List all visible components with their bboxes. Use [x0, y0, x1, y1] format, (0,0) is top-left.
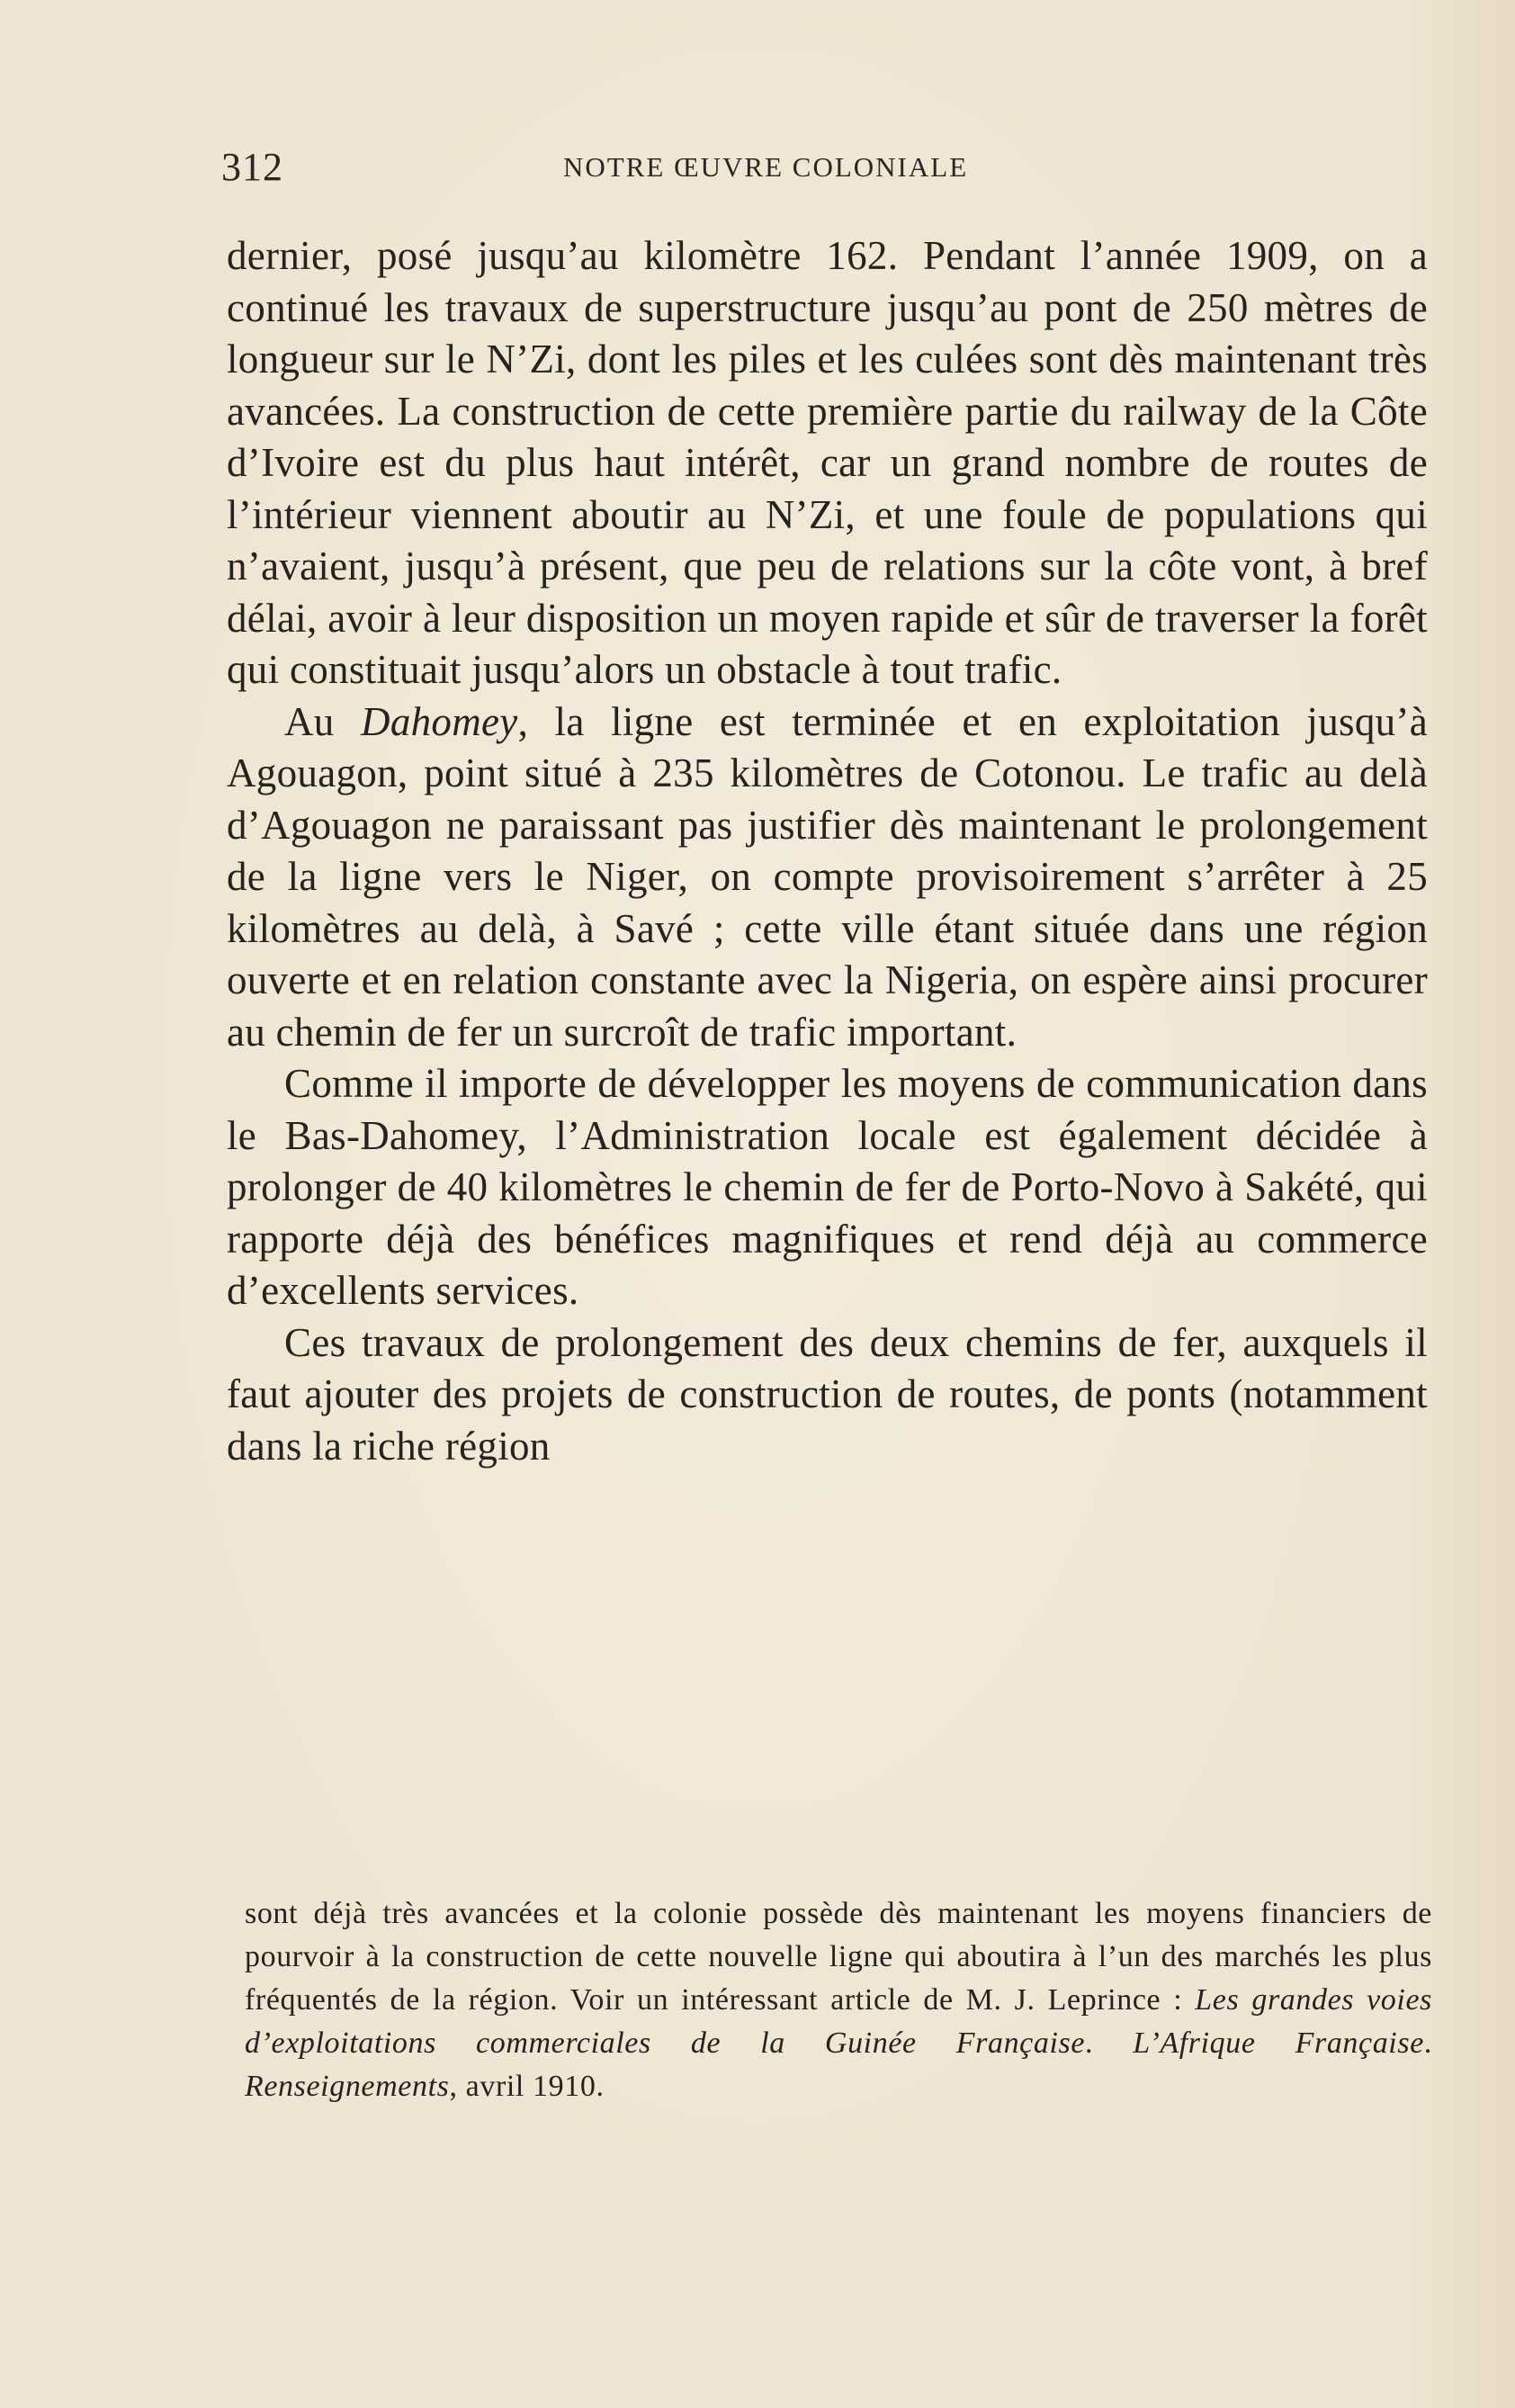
paragraph-4: Ces travaux de prolongement des deux chemins de fer, auxquels il faut ajouter des projets de construction de routes, de ponts (notamment dans la riche région: [227, 1319, 1428, 1469]
main-text: [227, 230, 1428, 1472]
footnote-text-1: sont déjà très avancées et la colonie possède dès maintenant les moyens financiers de pourvoir à la construction de cette nouvelle ligne qui aboutira à l’un des marchés les plus fréquentés de la région. Voir un intéressant article de M. J. Leprince :: [245, 1897, 1432, 2017]
footnote-italic-2: L’Afrique Française: [1133, 2026, 1424, 2060]
footnote-text-4: , avril 1910.: [449, 2070, 605, 2103]
footnote-text-2: .: [1085, 2026, 1134, 2060]
paragraph-2-lead: Au: [284, 698, 362, 744]
footnote-italic-3: Renseignements: [245, 2070, 450, 2103]
footnote-italic-1: Les grandes voies d’exploitations commerciales de la Guinée Française: [245, 1983, 1432, 2060]
paragraph-1: dernier, posé jusqu’au kilomètre 162. Pendant l’année 1909, on a continué les travaux de superstructure jusqu’au pont de 250 mètres de longueur sur le N’Zi, dont les piles et les culées sont dès maintenant très avancées. La construction de cette première partie du railway de la Côte d’Ivoire est du plus haut intérêt, car un grand nombre de routes de l’intérieur viennent aboutir au N’Zi, et une foule de populations qui n’avaient, jusqu’à présent, que peu de relations sur la côte vont, à bref délai, avoir à leur disposition un moyen rapide et sûr de traverser la forêt qui constituait jusqu’alors un obstacle à tout trafic.: [227, 233, 1428, 692]
paragraph-3: Comme il importe de développer les moyens de communication dans le Bas-Dahomey, l’Administration locale est également décidée à prolonger de 40 kilomètres le chemin de fer de Porto-Novo à Sakété, qui rapporte déjà des bénéfices magnifiques et rend déjà au commerce d’excellents services.: [227, 1061, 1428, 1313]
page-number: 312: [221, 145, 283, 189]
paragraph-2-rest: , la ligne est terminée et en exploitation jusqu’à Agouagon, point situé à 235 kilomètres de Cotonou. Le trafic au delà d’Agouagon ne paraissant pas justifier dès maintenant le prolongement de la ligne vers le Niger, on compte provisoirement s’arrêter à 25 kilomètres au delà, à Savé ; cette ville étant située dans une région ouverte et en relation constante avec la Nigeria, on espère ainsi procurer au chemin de fer un surcroît de trafic important.: [227, 698, 1428, 1055]
footnote: [245, 1892, 1432, 2108]
running-head: [221, 144, 1121, 198]
paragraph-2-italic: Dahomey: [361, 698, 518, 744]
paragraph-2: [227, 696, 1428, 1059]
footnote-text-3: .: [1423, 2026, 1432, 2060]
running-title: NOTRE ŒUVRE COLONIALE: [563, 151, 969, 183]
